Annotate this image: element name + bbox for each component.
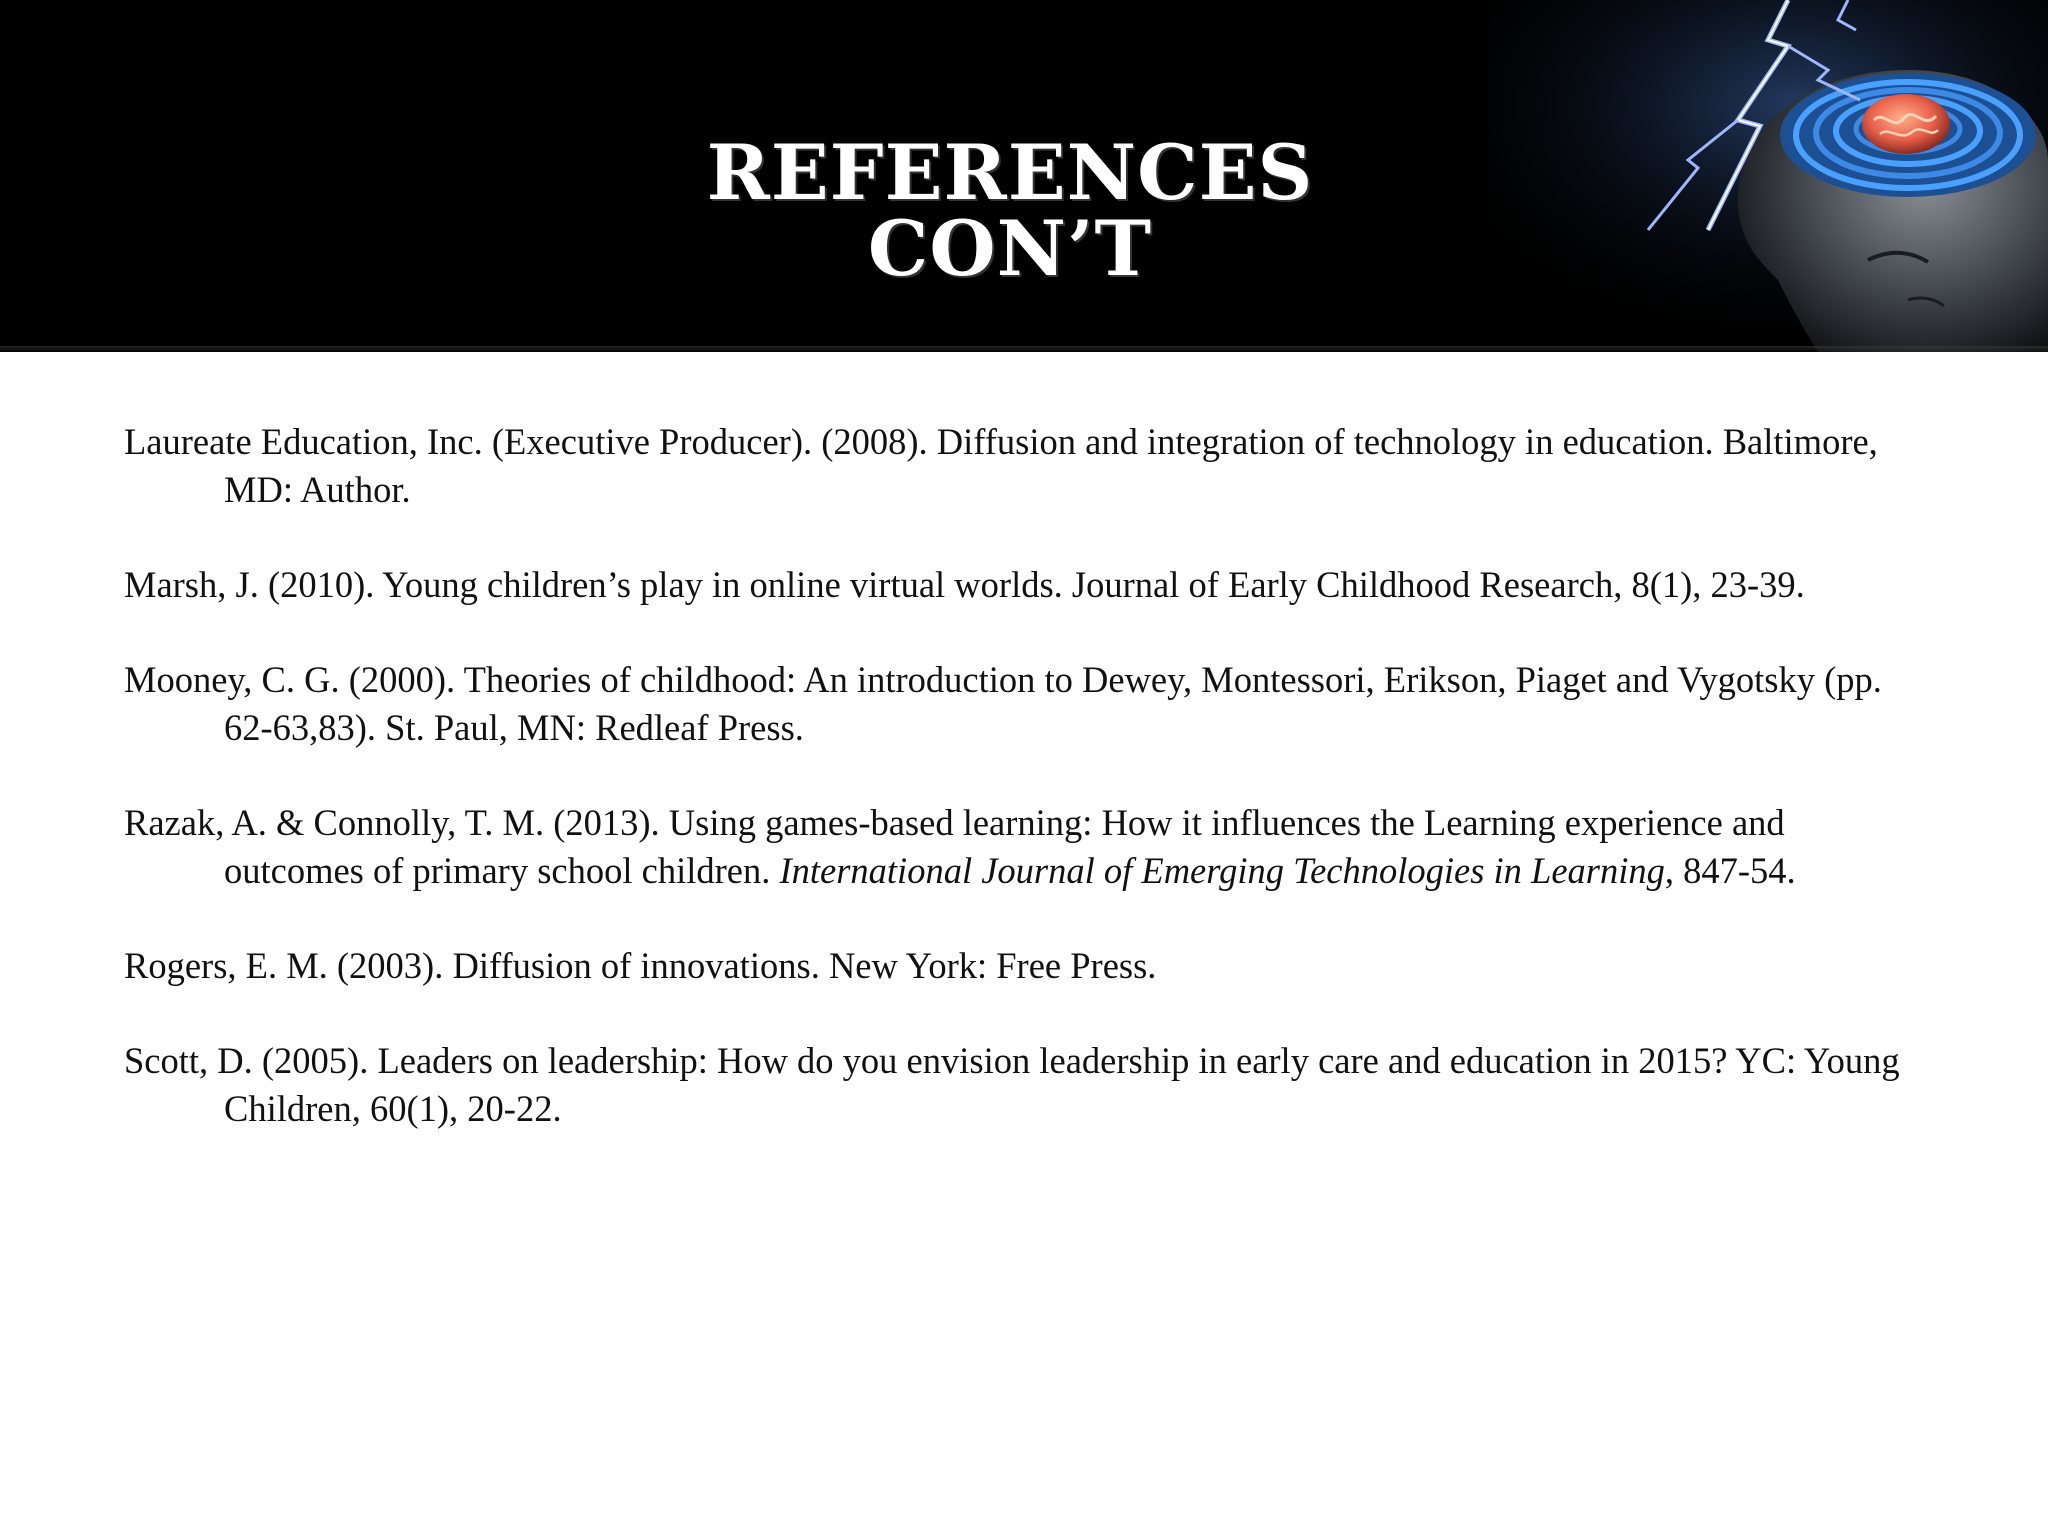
- reference-list: [124, 418, 1924, 1180]
- reference-item-mooney: Mooney, C. G. (2000). Theories of childhood: An introduction to Dewey, Montessori, Erikson, Piaget and Vygotsky (pp. 62-63,83). St. Paul, MN: Redleaf Press.: [124, 659, 1882, 748]
- banner-divider: [0, 346, 2048, 352]
- reference-razak-tail: , 847-54.: [1664, 850, 1796, 891]
- reference-razak-lead: Razak, A. & Connolly, T. M. (2013). Using games-based learning: How it influences the Learning experience and outcomes of primary school children.: [124, 802, 1785, 891]
- slide-title: REFERENCES CON’T: [706, 128, 1314, 293]
- reference-item-laureate: Laureate Education, Inc. (Executive Producer). (2008). Diffusion and integration of technology in education. Baltimore, MD: Author.: [124, 421, 1878, 510]
- reference-item-razak: [124, 799, 1924, 895]
- reference-item-marsh: Marsh, J. (2010). Young children’s play in online virtual worlds. Journal of Early Childhood Research, 8(1), 23-39.: [124, 564, 1805, 605]
- reference-razak-journal: International Journal of Emerging Technologies in Learning: [779, 850, 1665, 891]
- reference-item-scott: Scott, D. (2005). Leaders on leadership: How do you envision leadership in early care and education in 2015? YC: Young Children, 60(1), 20-22.: [124, 1040, 1900, 1129]
- reference-item-rogers: Rogers, E. M. (2003). Diffusion of innovations. New York: Free Press.: [124, 945, 1157, 986]
- brain-maze-lightning-illustration: [1488, 0, 2048, 352]
- header-banner: [0, 0, 2048, 352]
